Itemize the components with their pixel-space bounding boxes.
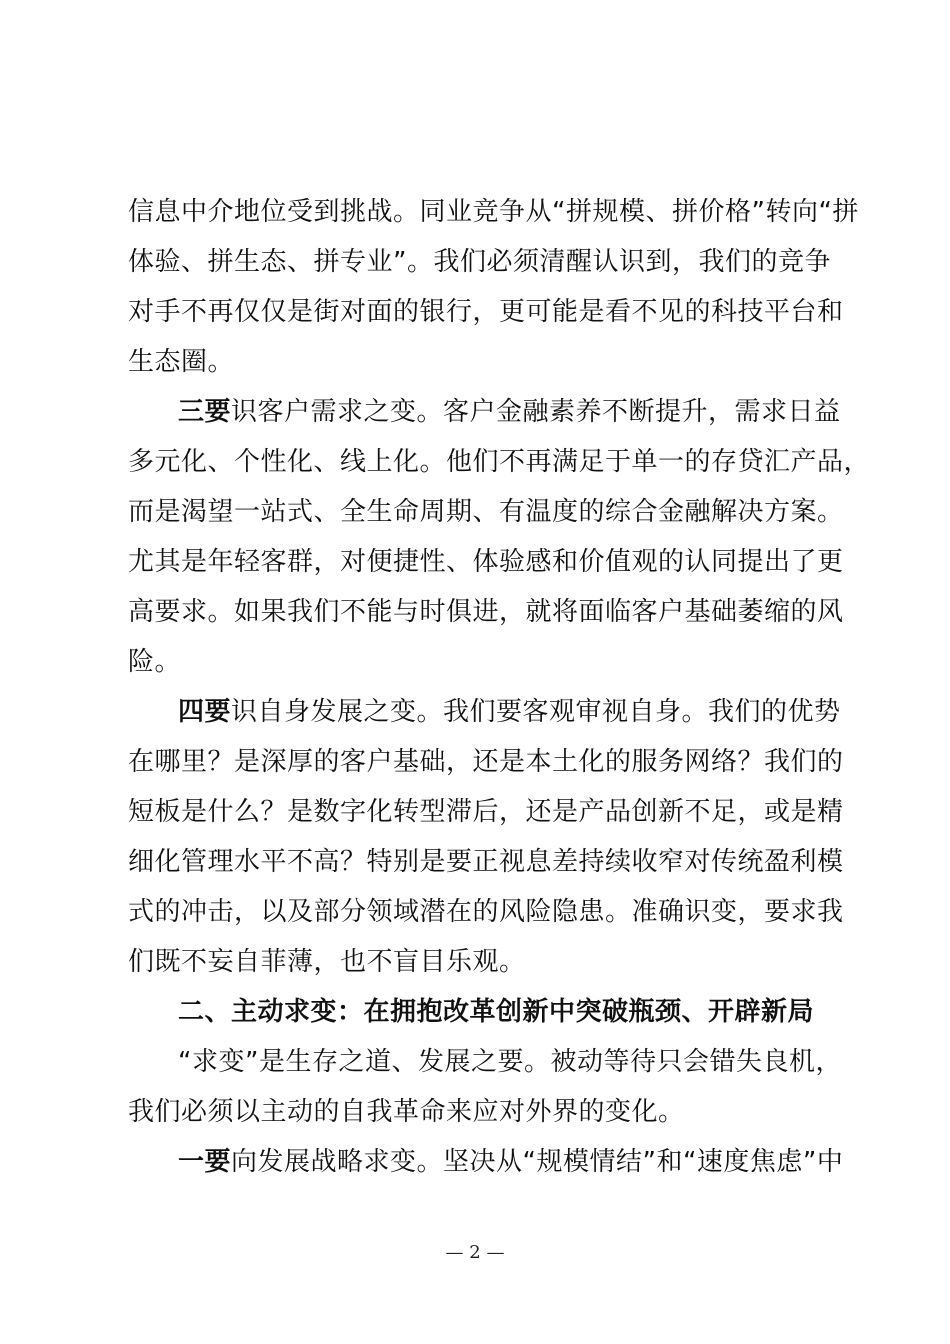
line-text: 而是渴望一站式、全生命周期、有温度的综合金融解决方案。 xyxy=(128,497,844,527)
paragraph-start-line xyxy=(178,696,841,728)
bold-lead: 四要 xyxy=(178,697,232,727)
line-text: 向发展战略求变。坚决从“规模情结”和“速度焦虑”中 xyxy=(231,1147,844,1177)
paragraph-start-line xyxy=(178,1046,842,1078)
line-text: 们既不妄自菲薄，也不盲目乐观。 xyxy=(128,947,526,977)
line-text: 在哪里？是深厚的客户基础，还是本土化的服务网络？我们的 xyxy=(128,747,844,777)
text-line xyxy=(128,1096,685,1128)
text-line xyxy=(128,846,844,878)
paragraph-start-line xyxy=(178,1146,843,1178)
bold-lead: 三要 xyxy=(178,397,232,427)
text-line xyxy=(128,946,526,978)
line-text: 式的冲击，以及部分领域潜在的风险隐患。准确识变，要求我 xyxy=(128,897,844,927)
text-line xyxy=(128,496,844,528)
heading-text: 二、主动求变：在拥抱改革创新中突破瓶颈、开辟新局 xyxy=(178,997,815,1027)
text-line xyxy=(128,196,859,228)
line-text: 识自身发展之变。我们要客观审视自身。我们的优势 xyxy=(231,697,841,727)
line-text: 识客户需求之变。客户金融素养不断提升，需求日益 xyxy=(231,397,841,427)
line-text: 尤其是年轻客群，对便捷性、体验感和价值观的认同提出了更 xyxy=(128,547,844,577)
section-heading xyxy=(178,996,814,1028)
text-line xyxy=(128,296,844,328)
text-line xyxy=(128,246,831,278)
text-line xyxy=(128,446,870,478)
line-text: 对手不再仅仅是街对面的银行，更可能是看不见的科技平台和 xyxy=(128,297,844,327)
line-text: 短板是什么？是数字化转型滞后，还是产品创新不足，或是精 xyxy=(128,797,844,827)
line-text: 细化管理水平不高？特别是要正视息差持续收窄对传统盈利模 xyxy=(128,847,844,877)
line-text: 多元化、个性化、线上化。他们不再满足于单一的存贷汇产品， xyxy=(128,447,871,477)
page-number: — 2 — xyxy=(445,1242,505,1263)
text-line xyxy=(128,746,844,778)
bold-lead: 一要 xyxy=(178,1147,232,1177)
line-text: 信息中介地位受到挑战。同业竞争从“拼规模、拼价格”转向“拼 xyxy=(128,197,859,227)
text-line xyxy=(128,796,844,828)
text-line xyxy=(128,346,234,378)
paragraph-start-line xyxy=(178,396,841,428)
line-text: 体验、拼生态、拼专业”。我们必须清醒认识到，我们的竞争 xyxy=(128,247,831,277)
text-line xyxy=(128,646,181,678)
text-line xyxy=(128,546,844,578)
text-line xyxy=(128,596,844,628)
line-text: “求变”是生存之道、发展之要。被动等待只会错失良机， xyxy=(178,1047,842,1077)
line-text: 我们必须以主动的自我革命来应对外界的变化。 xyxy=(128,1097,685,1127)
line-text: 高要求。如果我们不能与时俱进，就将面临客户基础萎缩的风 xyxy=(128,597,844,627)
line-text: 生态圈。 xyxy=(128,347,235,377)
line-text: 险。 xyxy=(128,647,182,677)
text-line xyxy=(128,896,844,928)
